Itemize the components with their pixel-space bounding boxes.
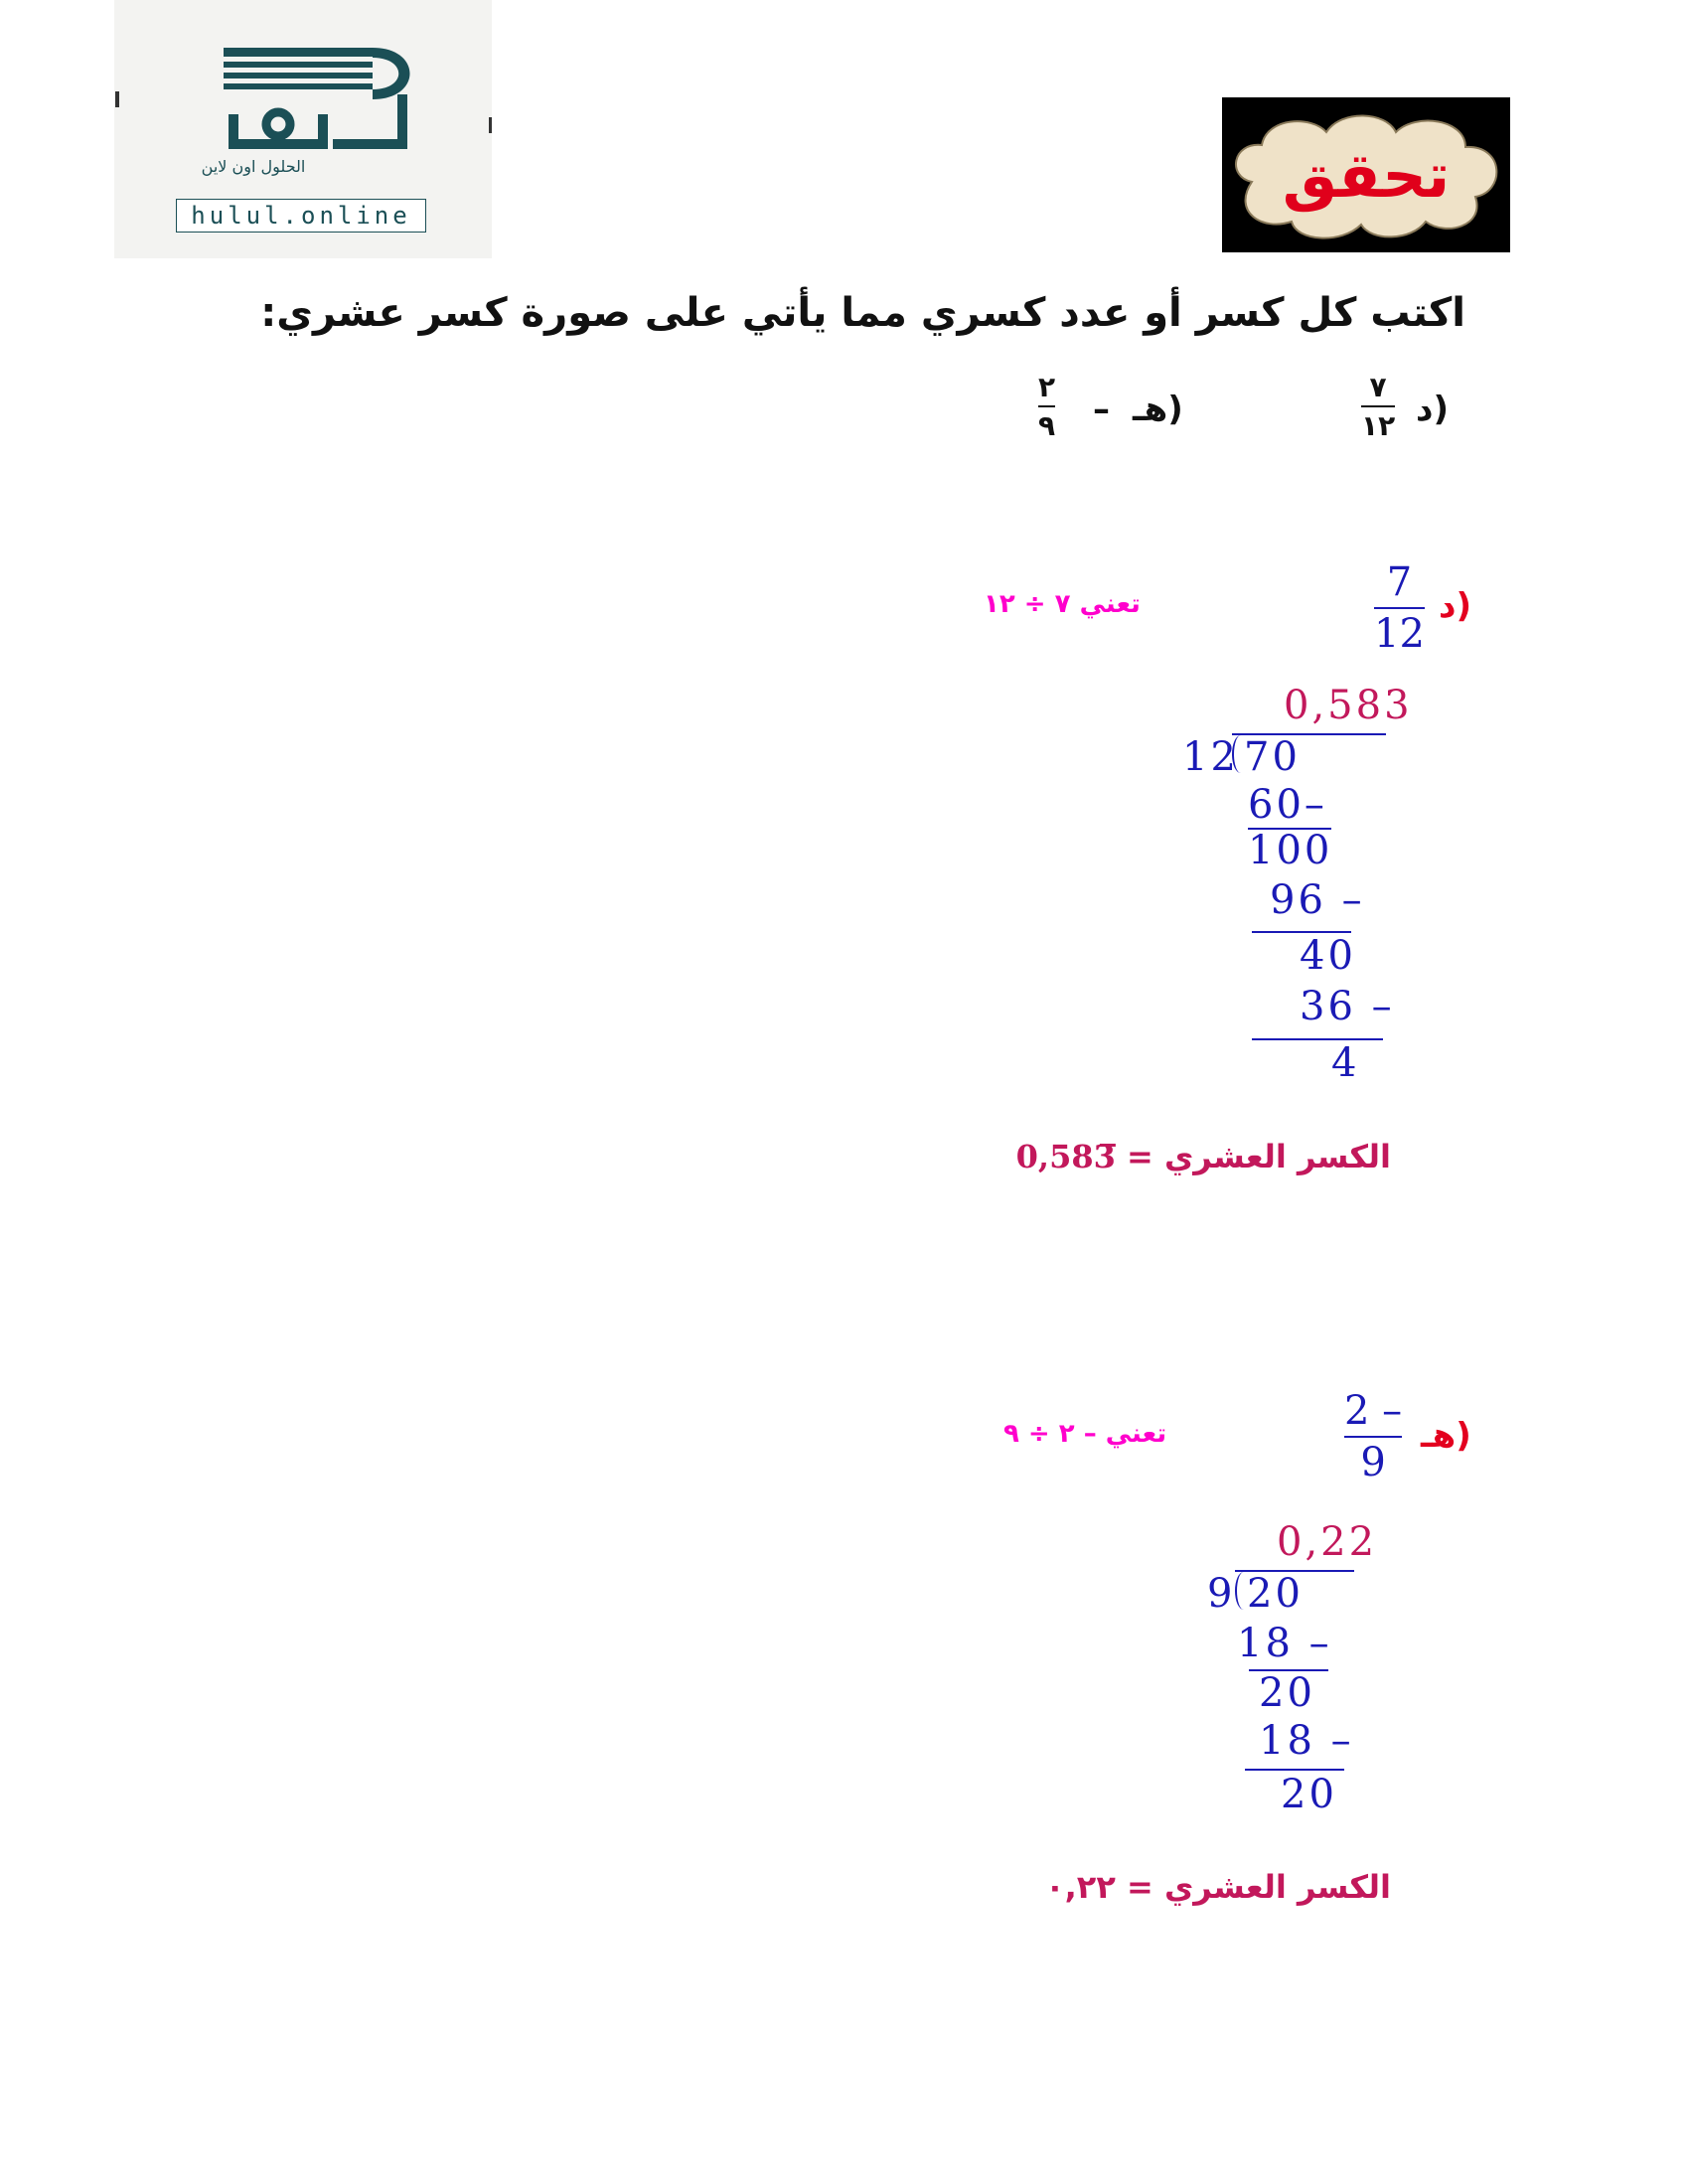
site-logo bbox=[114, 0, 492, 258]
question-fraction-e bbox=[1038, 371, 1055, 442]
step: 100 bbox=[1248, 828, 1333, 873]
edge-mark bbox=[115, 91, 119, 107]
dividend: 70 bbox=[1244, 734, 1301, 780]
question-label-e: هـ) bbox=[1133, 390, 1183, 429]
fraction-bar bbox=[1344, 1436, 1402, 1438]
result-value: 0,583̅ bbox=[1015, 1138, 1116, 1175]
divisor: 9 bbox=[1207, 1571, 1236, 1617]
quotient: 0,22 bbox=[1277, 1519, 1378, 1565]
question-sign-e: – bbox=[1093, 390, 1110, 429]
division-bracket bbox=[1232, 735, 1244, 773]
check-word: تحقق bbox=[1282, 138, 1451, 212]
answer-label-d: د) bbox=[1439, 586, 1471, 626]
result-e bbox=[1045, 1868, 1391, 1906]
numerator: 7 bbox=[1386, 559, 1413, 605]
numerator: ٧ bbox=[1369, 371, 1387, 403]
result-label: الكسر العشري = bbox=[1127, 1868, 1391, 1906]
denominator: ٩ bbox=[1038, 409, 1056, 442]
denominator: ١٢ bbox=[1361, 409, 1396, 442]
logo-url: hulul.online bbox=[176, 199, 426, 233]
divisor: 12 bbox=[1182, 734, 1239, 780]
result-value: ٠,٢٢ bbox=[1045, 1868, 1116, 1906]
answer-fraction-d bbox=[1374, 559, 1425, 657]
edge-mark bbox=[489, 117, 492, 133]
step: 36 – bbox=[1300, 984, 1395, 1029]
fraction-bar bbox=[1374, 607, 1425, 609]
numerator: ٢ bbox=[1038, 371, 1056, 403]
fraction-bar bbox=[1361, 405, 1395, 407]
denominator: 12 bbox=[1374, 611, 1425, 657]
logo-tagline: الحلول اون لاين bbox=[201, 157, 306, 176]
step: 40 bbox=[1300, 933, 1356, 979]
question-label-d: د) bbox=[1416, 390, 1449, 429]
check-badge bbox=[1222, 97, 1510, 252]
division-bracket bbox=[1235, 1572, 1247, 1610]
answer-fraction-e bbox=[1344, 1388, 1403, 1485]
result-label: الكسر العشري = bbox=[1127, 1138, 1391, 1175]
numerator: 2 – bbox=[1344, 1388, 1403, 1434]
step: 18 – bbox=[1237, 1621, 1332, 1666]
step: 18 – bbox=[1259, 1718, 1354, 1764]
step: 4 bbox=[1331, 1040, 1360, 1086]
means-text-e: تعني – ٢ ÷ ٩ bbox=[1003, 1419, 1167, 1449]
dividend: 20 bbox=[1247, 1571, 1304, 1617]
means-text-d: تعني ٧ ÷ ١٢ bbox=[984, 589, 1141, 619]
step: 96 – bbox=[1270, 877, 1365, 923]
question-instruction: اكتب كل كسر أو عدد كسري مما يأتي على صورة كسر عشري: bbox=[260, 290, 1465, 336]
result-d bbox=[1016, 1138, 1391, 1175]
step-line bbox=[1245, 1769, 1344, 1771]
long-division-d bbox=[1172, 683, 1413, 1103]
step: 60– bbox=[1248, 782, 1327, 828]
step: 20 bbox=[1259, 1670, 1315, 1716]
answer-label-e: هـ) bbox=[1421, 1416, 1471, 1456]
quotient: 0,583 bbox=[1284, 683, 1413, 728]
step-line bbox=[1252, 1038, 1383, 1040]
long-division-e bbox=[1197, 1519, 1396, 1850]
step: 20 bbox=[1281, 1772, 1337, 1817]
denominator: 9 bbox=[1360, 1440, 1386, 1485]
question-fraction-d bbox=[1361, 371, 1395, 442]
fraction-bar bbox=[1038, 405, 1055, 407]
